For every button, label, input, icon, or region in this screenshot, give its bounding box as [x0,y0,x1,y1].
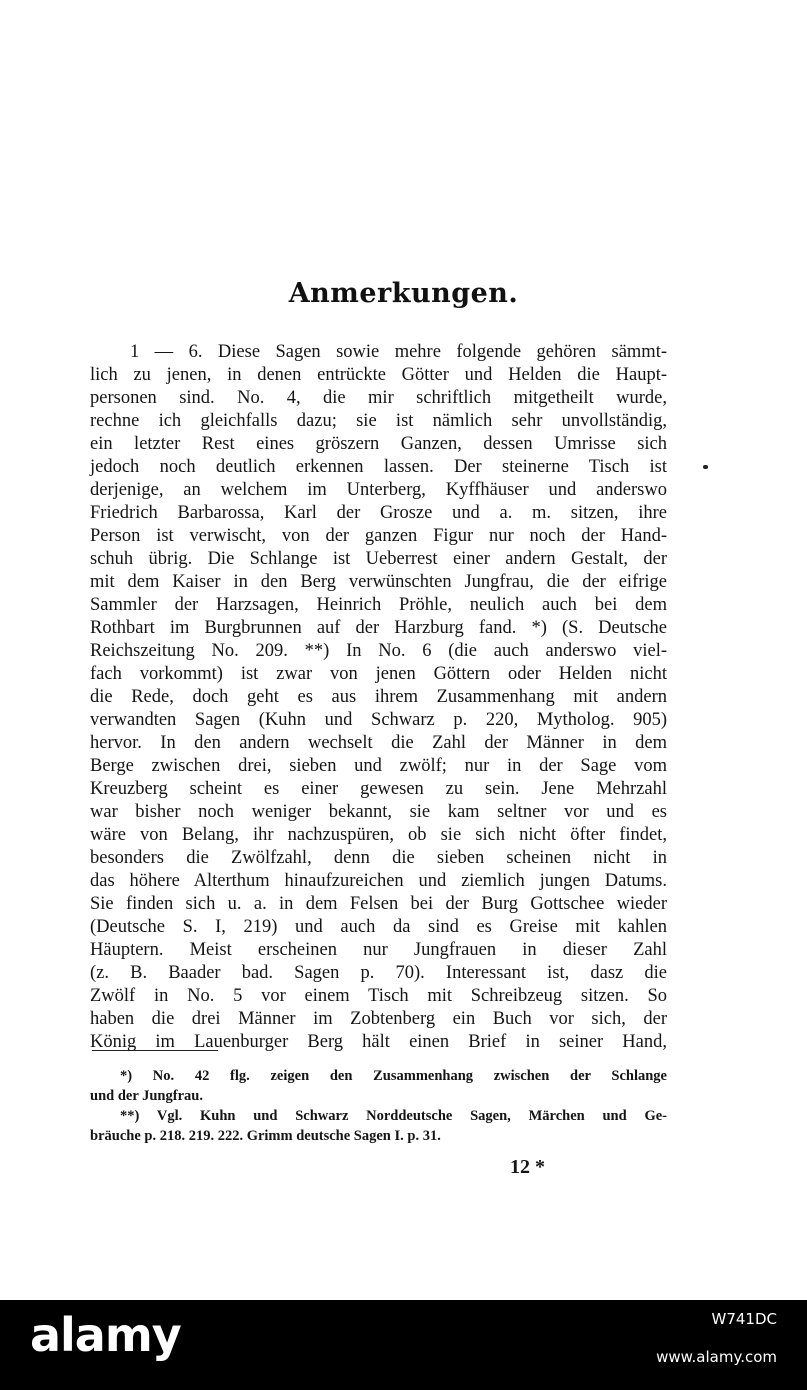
text-line: Rothbart im Burgbrunnen auf der Harzburg fand. *) (S. Deutsche [90,618,667,638]
text-line: besonders die Zwölfzahl, denn die sieben scheinen nicht in [90,848,667,868]
footnote-line: *) No. 42 flg. zeigen den Zusammenhang zwischen der Schlange [120,1068,667,1084]
text-line: hervor. In den andern wechselt die Zahl der Männer in dem [90,733,667,753]
footnote-line: und der Jungfrau. [90,1088,203,1104]
text-line: Friedrich Barbarossa, Karl der Grosze und a. m. sitzen, ihre [90,503,667,523]
text-line: Zwölf in No. 5 vor einem Tisch mit Schreibzeug sitzen. So [90,986,667,1006]
text-line: verwandten Sagen (Kuhn und Schwarz p. 220, Mytholog. 905) [90,710,667,730]
text-line: Kreuzberg scheint es einer gewesen zu sein. Jene Mehrzahl [90,779,667,799]
text-line: ein letzter Rest eines gröszern Ganzen, dessen Umrisse sich [90,434,667,454]
text-line: haben die drei Männer im Zobtenberg ein Buch vor sich, der [90,1009,667,1029]
watermark-image-id: W741DC [711,1310,777,1328]
text-line: König im Lauenburger Berg hält einen Brief in seiner Hand, [90,1032,667,1052]
text-line: die Rede, doch geht es aus ihrem Zusammenhang mit andern [90,687,667,707]
text-line: personen sind. No. 4, die mir schriftlich mitgetheilt wurde, [90,388,667,408]
page-number: 12 * [510,1156,545,1178]
text-line: das höhere Alterthum hinaufzureichen und ziemlich jungen Datums. [90,871,667,891]
text-line: (Deutsche S. I, 219) und auch da sind es Greise mit kahlen [90,917,667,937]
text-line: mit dem Kaiser in den Berg verwünschten Jungfrau, die der eifrige [90,572,667,592]
text-line: Person ist verwischt, von der ganzen Figur nur noch der Hand- [90,526,667,546]
footnotes [90,1066,667,1146]
text-line: (z. B. Baader bad. Sagen p. 70). Interessant ist, dasz die [90,963,667,983]
text-line: rechne ich gleichfalls dazu; sie ist nämlich sehr unvollständig, [90,411,667,431]
text-line: jedoch noch deutlich erkennen lassen. Der steinerne Tisch ist [90,457,667,477]
text-line: Sie finden sich u. a. in dem Felsen bei der Burg Gottschee wieder [90,894,667,914]
text-line: 1 — 6. Diese Sagen sowie mehre folgende gehören sämmt- [130,342,667,362]
text-line: fach vorkommt) ist zwar von jenen Göttern oder Helden nicht [90,664,667,684]
text-line: Berge zwischen drei, sieben und zwölf; nur in der Sage vom [90,756,667,776]
ink-speck [703,465,708,469]
text-line: Sammler der Harzsagen, Heinrich Pröhle, neulich auch bei dem [90,595,667,615]
footnote-divider [92,1050,218,1051]
text-line: lich zu jenen, in denen entrückte Götter und Helden die Haupt- [90,365,667,385]
watermark-url: www.alamy.com [656,1348,777,1366]
page-heading: Anmerkungen. [288,278,519,309]
text-line: war bisher noch weniger bekannt, sie kam seltner vor und es [90,802,667,822]
text-line: schuh übrig. Die Schlange ist Ueberrest einer andern Gestalt, der [90,549,667,569]
text-line: Reichszeitung No. 209. **) In No. 6 (die auch anderswo viel- [90,641,667,661]
text-line: Häuptern. Meist erscheinen nur Jungfrauen in dieser Zahl [90,940,667,960]
footnote-line: **) Vgl. Kuhn und Schwarz Norddeutsche Sagen, Märchen und Ge- [120,1108,667,1124]
body-text [90,341,667,1054]
watermark-logo: alamy [30,1308,181,1362]
text-line: wäre von Belang, ihr nachzuspüren, ob sie sich nicht öfter findet, [90,825,667,845]
text-line: derjenige, an welchem im Unterberg, Kyffhäuser und anderswo [90,480,667,500]
footnote-line: bräuche p. 218. 219. 222. Grimm deutsche Sagen I. p. 31. [90,1128,441,1144]
